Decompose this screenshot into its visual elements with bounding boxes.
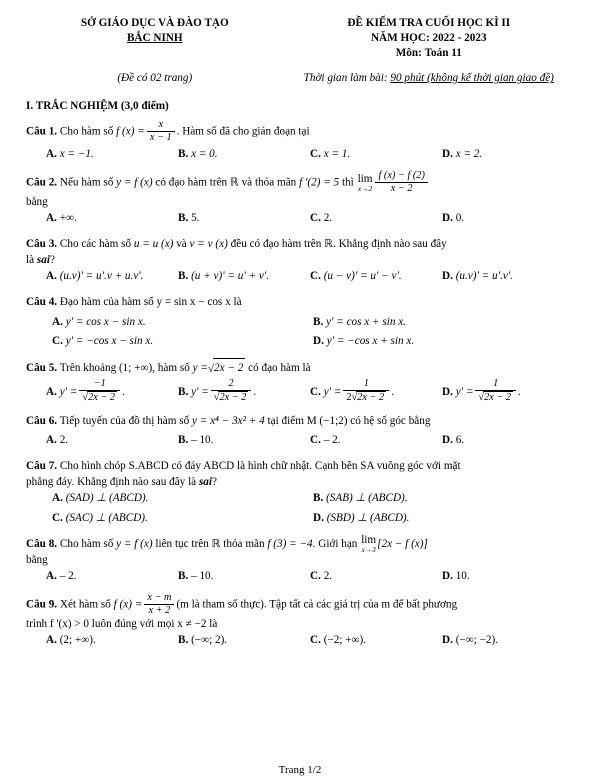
option-c-letter: C. bbox=[310, 570, 321, 583]
question-8-expression: [2x − f (x)] bbox=[377, 537, 428, 550]
question-8-text-a: Cho hàm số bbox=[59, 537, 114, 550]
question-6-number: Câu 6. bbox=[26, 414, 58, 427]
option-d-text: (u.v)' = u'.v'. bbox=[455, 270, 513, 283]
option-d-letter: D. bbox=[442, 385, 453, 398]
subject-label: Môn: bbox=[395, 46, 422, 59]
question-4-options-row1 bbox=[26, 314, 574, 332]
header-subline bbox=[0, 72, 600, 84]
question-4-text: Đạo hàm của hàm số y = sin x − cos x là bbox=[59, 296, 242, 309]
option-a-letter: A. bbox=[46, 212, 57, 225]
option-c[interactable] bbox=[310, 568, 442, 586]
question-4-number: Câu 4. bbox=[26, 296, 58, 309]
option-b-text: – 10. bbox=[191, 570, 214, 583]
option-c-text: y' = −cos x − sin x. bbox=[65, 335, 154, 348]
option-b[interactable] bbox=[178, 432, 310, 450]
question-2-text-b: có đạo hàm trên ℝ và thỏa mãn bbox=[155, 176, 297, 189]
option-c-letter: C. bbox=[52, 335, 63, 348]
option-d-fraction bbox=[475, 378, 516, 403]
option-d[interactable] bbox=[442, 568, 574, 586]
question-3-line2-a: là bbox=[26, 254, 35, 267]
question-3 bbox=[26, 235, 574, 253]
question-5-function: y = bbox=[192, 362, 208, 375]
subject-line bbox=[284, 46, 574, 61]
option-d[interactable] bbox=[313, 510, 574, 528]
option-a-text: +∞. bbox=[59, 212, 77, 225]
school-year: NĂM HỌC: 2022 - 2023 bbox=[370, 31, 487, 44]
question-1-options bbox=[26, 146, 574, 164]
option-d-text: x = 2. bbox=[455, 148, 483, 161]
question-2-limit bbox=[358, 174, 373, 193]
question-5-text-b: có đạo hàm là bbox=[248, 362, 311, 375]
question-5-options bbox=[26, 380, 574, 405]
question-3-function-u: u = u (x) bbox=[133, 238, 174, 251]
question-3-text-b: và bbox=[176, 238, 187, 251]
option-a[interactable] bbox=[46, 568, 178, 586]
option-a[interactable] bbox=[52, 314, 313, 332]
option-b[interactable] bbox=[178, 146, 310, 164]
option-c[interactable] bbox=[52, 510, 313, 528]
question-9-number: Câu 9. bbox=[26, 598, 58, 611]
fraction-numerator: −1 bbox=[79, 378, 120, 391]
option-a[interactable] bbox=[46, 268, 178, 286]
question-3-text-c: đều có đạo hàm trên ℝ. Khẳng định nào sau đây bbox=[230, 238, 447, 251]
question-1-number: Câu 1. bbox=[26, 125, 58, 138]
option-c-letter: C. bbox=[310, 634, 321, 647]
question-6-text-a: Tiếp tuyến của đồ thị hàm số bbox=[59, 414, 190, 427]
option-c[interactable] bbox=[310, 268, 442, 286]
fraction-denominator: √2x − 2 bbox=[82, 392, 116, 404]
exam-content bbox=[0, 100, 600, 650]
option-a-fraction bbox=[79, 378, 120, 403]
question-7-line2-c: ? bbox=[212, 475, 217, 488]
option-c[interactable] bbox=[310, 210, 442, 228]
question-9-text-b: (m là tham số thực). Tập tất cả các giá trị của m để bất phương bbox=[176, 598, 458, 611]
option-b-text: (SAB) ⊥ (ABCD). bbox=[326, 491, 408, 504]
question-9-function: f (x) = bbox=[113, 598, 143, 611]
header-right bbox=[284, 16, 574, 60]
question-8-text-c: . Giới hạn bbox=[312, 537, 358, 550]
option-c-text: x = 1. bbox=[323, 148, 351, 161]
option-a-text: – 2. bbox=[59, 570, 77, 583]
option-d-text: 0. bbox=[455, 212, 465, 225]
option-d[interactable] bbox=[442, 268, 574, 286]
question-2 bbox=[26, 171, 574, 195]
option-b-letter: B. bbox=[178, 270, 189, 283]
exam-title: ĐỀ KIỂM TRA CUỐI HỌC KÌ II bbox=[347, 17, 511, 29]
question-3-options bbox=[26, 268, 574, 286]
option-a-text: (SAD) ⊥ (ABCD). bbox=[65, 491, 149, 504]
option-d-letter: D. bbox=[313, 335, 324, 348]
option-b-text: (u + v)' = u' + v'. bbox=[191, 270, 270, 283]
question-1-fraction bbox=[147, 119, 175, 143]
option-a-text: y' = cos x − sin x. bbox=[65, 315, 146, 328]
option-a[interactable]: A. y' = $\frac{-1}{√2x - 2}$ . bbox=[46, 378, 125, 404]
question-2-options bbox=[26, 210, 574, 228]
page-footer: Trang 1/2 bbox=[278, 764, 322, 776]
question-9 bbox=[26, 593, 574, 617]
option-d-text: (−∞; −2). bbox=[455, 634, 499, 647]
fraction-numerator: 1 bbox=[343, 378, 389, 391]
question-1-text: Cho hàm số bbox=[59, 125, 114, 138]
option-d-letter: D. bbox=[442, 270, 453, 283]
question-2-function: y = f (x) bbox=[116, 176, 153, 189]
question-3-emphasis: sai bbox=[36, 254, 50, 267]
option-b[interactable] bbox=[313, 314, 574, 332]
question-9-line2: trình f '(x) > 0 luôn đúng với mọi x ≠ −2 là bbox=[26, 618, 218, 631]
question-6-function: y = x⁴ − 3x² + 4 bbox=[191, 414, 265, 427]
option-d-text: 6. bbox=[455, 433, 465, 446]
subject-value: Toán 11 bbox=[424, 46, 462, 59]
option-d[interactable] bbox=[442, 210, 574, 228]
sqrt-icon: √ bbox=[207, 362, 215, 375]
question-1-text-tail: . Hàm số đã cho gián đoạn tại bbox=[176, 125, 310, 138]
option-a-text: x = −1. bbox=[59, 148, 94, 161]
option-b-text: (−∞; 2). bbox=[191, 634, 228, 647]
option-b[interactable] bbox=[178, 568, 310, 586]
option-d-text: y' = −cos x + sin x. bbox=[326, 335, 415, 348]
question-7-emphasis: sai bbox=[198, 475, 213, 488]
option-a-letter: A. bbox=[46, 433, 57, 446]
option-b[interactable]: B. y' = $\frac{2}{√2x - 2}$ . bbox=[178, 378, 257, 404]
fraction-numerator: x bbox=[147, 119, 175, 132]
option-b-text: y' = cos x + sin x. bbox=[326, 315, 406, 328]
option-d-text: (SBD) ⊥ (ABCD). bbox=[326, 511, 410, 524]
question-8-options bbox=[26, 568, 574, 586]
option-c[interactable] bbox=[310, 146, 442, 164]
question-7-text: Cho hình chóp S.ABCD có đáy ABCD là hình chữ nhật. Cạnh bên SA vuông góc với mặt bbox=[59, 459, 461, 472]
question-7 bbox=[26, 457, 574, 475]
option-a[interactable] bbox=[46, 210, 178, 228]
question-9-text-a: Xét hàm số bbox=[59, 598, 111, 611]
option-c-fraction bbox=[343, 378, 389, 403]
option-c-text: 2. bbox=[323, 212, 333, 225]
question-5 bbox=[26, 358, 574, 377]
fraction-denominator: x − 1 bbox=[149, 131, 172, 143]
option-a-letter: A. bbox=[46, 148, 57, 161]
fraction-denominator: x − 2 bbox=[390, 182, 413, 194]
limit-subscript: x→2 bbox=[357, 184, 373, 194]
option-a[interactable] bbox=[46, 432, 178, 450]
option-d[interactable] bbox=[313, 333, 574, 351]
option-c-letter: C. bbox=[310, 212, 321, 225]
question-3-function-v: v = v (x) bbox=[189, 238, 228, 251]
option-d-letter: D. bbox=[442, 433, 453, 446]
province-name: BẮC NINH bbox=[126, 31, 183, 44]
question-8-number: Câu 8. bbox=[26, 537, 58, 550]
option-c[interactable]: C. y' = $\frac{1}{2√2x - 2}$ . bbox=[310, 378, 394, 404]
fraction-numerator: 1 bbox=[475, 378, 516, 391]
fraction-denominator: √2x − 2 bbox=[478, 392, 512, 404]
question-8-function: y = f (x) bbox=[116, 537, 153, 550]
option-b-text: – 10. bbox=[191, 433, 214, 446]
question-3-text-a: Cho các hàm số bbox=[59, 238, 132, 251]
question-5-text-a: Trên khoảng (1; +∞), hàm số bbox=[59, 362, 190, 375]
option-b-fraction bbox=[211, 378, 252, 403]
question-2-text-a: Nếu hàm số bbox=[59, 176, 114, 189]
question-8-limit bbox=[361, 535, 376, 554]
option-c[interactable] bbox=[310, 432, 442, 450]
option-b-letter: B. bbox=[178, 385, 189, 398]
option-b[interactable] bbox=[178, 210, 310, 228]
option-c-letter: C. bbox=[310, 148, 321, 161]
option-a-letter: A. bbox=[46, 570, 57, 583]
option-c-letter: C. bbox=[310, 270, 321, 283]
option-b[interactable] bbox=[178, 632, 310, 650]
document-header bbox=[0, 0, 600, 60]
option-d[interactable]: D. y' = $\frac{1}{√2x - 2}$ . bbox=[442, 378, 521, 404]
option-a-text: (u.v)' = u'.v + u.v'. bbox=[59, 270, 144, 283]
question-2-text-c: thì bbox=[341, 176, 354, 189]
time-note bbox=[284, 72, 574, 84]
question-2-derivative: f '(2) = 5 bbox=[299, 176, 340, 189]
page-count-note: (Đề có 02 trang) bbox=[117, 72, 193, 85]
question-2-line2: bằng bbox=[26, 196, 48, 209]
option-a-letter: A. bbox=[46, 634, 57, 647]
option-c[interactable] bbox=[310, 632, 442, 650]
option-b-letter: B. bbox=[178, 634, 189, 647]
option-a-letter: A. bbox=[46, 385, 57, 398]
option-d-text: 10. bbox=[455, 570, 470, 583]
option-c-text: (SAC) ⊥ (ABCD). bbox=[65, 511, 148, 524]
limit-operator: lim bbox=[357, 173, 373, 186]
option-b-letter: B. bbox=[178, 212, 189, 225]
fraction-denominator: √2x − 2 bbox=[213, 392, 247, 404]
option-a-text: (2; +∞). bbox=[59, 634, 96, 647]
option-c-text: 2. bbox=[323, 570, 333, 583]
option-b-text: 5. bbox=[191, 212, 200, 225]
question-8-line2: bằng bbox=[26, 554, 48, 567]
question-4 bbox=[26, 293, 574, 311]
question-9-fraction bbox=[144, 592, 174, 616]
limit-subscript: x→3 bbox=[361, 544, 376, 554]
option-c-letter: C. bbox=[310, 433, 321, 446]
option-c-text: (u − v)' = u' − v'. bbox=[323, 270, 402, 283]
option-c-text: (−2; +∞). bbox=[323, 634, 367, 647]
question-4-options-row2 bbox=[26, 333, 574, 351]
fraction-numerator: x − m bbox=[144, 592, 174, 605]
question-8-text-b: liên tục trên ℝ thỏa mãn bbox=[155, 537, 265, 550]
option-a[interactable] bbox=[52, 490, 313, 508]
option-d[interactable] bbox=[442, 632, 574, 650]
question-7-options-row1 bbox=[26, 490, 574, 508]
question-9-options bbox=[26, 632, 574, 650]
question-2-number: Câu 2. bbox=[26, 176, 58, 189]
option-d-letter: D. bbox=[442, 570, 453, 583]
option-b-letter: B. bbox=[313, 315, 324, 328]
option-c-text: – 2. bbox=[323, 433, 341, 446]
question-3-line2 bbox=[26, 254, 574, 266]
question-6-text-b: tại điểm M (−1;2) có hệ số góc bằng bbox=[267, 414, 431, 427]
option-d[interactable] bbox=[442, 146, 574, 164]
question-5-number: Câu 5. bbox=[26, 362, 58, 375]
fraction-denominator: 2√2x − 2 bbox=[346, 392, 385, 404]
option-a-text: 2. bbox=[59, 433, 69, 446]
option-b[interactable] bbox=[313, 490, 574, 508]
question-3-line2-c: ? bbox=[49, 254, 55, 267]
option-c-letter: C. bbox=[52, 511, 63, 524]
question-7-line2 bbox=[26, 476, 574, 488]
question-7-number: Câu 7. bbox=[26, 459, 58, 472]
option-a-letter: A. bbox=[52, 315, 63, 328]
option-b-letter: B. bbox=[178, 433, 189, 446]
section-title-multiple-choice: I. TRẮC NGHIỆM (3,0 điểm) bbox=[26, 100, 169, 113]
option-a-letter: A. bbox=[46, 270, 57, 283]
option-b[interactable] bbox=[178, 268, 310, 286]
time-label: Thời gian làm bài: bbox=[303, 72, 388, 85]
option-d-letter: D. bbox=[442, 212, 453, 225]
option-a[interactable] bbox=[46, 632, 178, 650]
question-7-options-row2 bbox=[26, 510, 574, 528]
question-6 bbox=[26, 412, 574, 430]
fraction-denominator: x + 2 bbox=[148, 604, 171, 616]
department-name: SỞ GIÁO DỤC VÀ ĐÀO TẠO bbox=[80, 17, 229, 29]
option-c-letter: C. bbox=[310, 385, 321, 398]
option-d-letter: D. bbox=[442, 634, 453, 647]
question-1 bbox=[26, 120, 574, 144]
fraction-numerator: 2 bbox=[211, 378, 252, 391]
option-a[interactable] bbox=[46, 146, 178, 164]
option-b-letter: B. bbox=[178, 570, 189, 583]
question-8-value: f (3) = −4 bbox=[267, 537, 313, 550]
option-d-letter: D. bbox=[313, 511, 324, 524]
question-8 bbox=[26, 535, 574, 554]
question-6-options bbox=[26, 432, 574, 450]
option-d[interactable] bbox=[442, 432, 574, 450]
limit-operator: lim bbox=[361, 533, 377, 546]
time-value: 90 phút (không kể thời gian giao đề) bbox=[390, 72, 554, 85]
fraction-numerator: f (x) − f (2) bbox=[375, 170, 427, 183]
option-d-letter: D. bbox=[442, 148, 453, 161]
question-7-line2-a: phẳng đáy. Khẳng định nào sau đây là bbox=[26, 475, 197, 488]
option-b-letter: B. bbox=[313, 491, 324, 504]
header-left bbox=[26, 16, 284, 60]
question-2-fraction bbox=[375, 170, 427, 194]
question-1-function: f (x) = bbox=[116, 125, 145, 138]
option-b-text: x = 0. bbox=[191, 148, 218, 161]
option-a-letter: A. bbox=[52, 491, 63, 504]
question-3-number: Câu 3. bbox=[26, 238, 58, 251]
question-5-radicand: 2x − 2 bbox=[213, 358, 245, 377]
option-c[interactable] bbox=[52, 333, 313, 351]
option-b-letter: B. bbox=[178, 148, 189, 161]
